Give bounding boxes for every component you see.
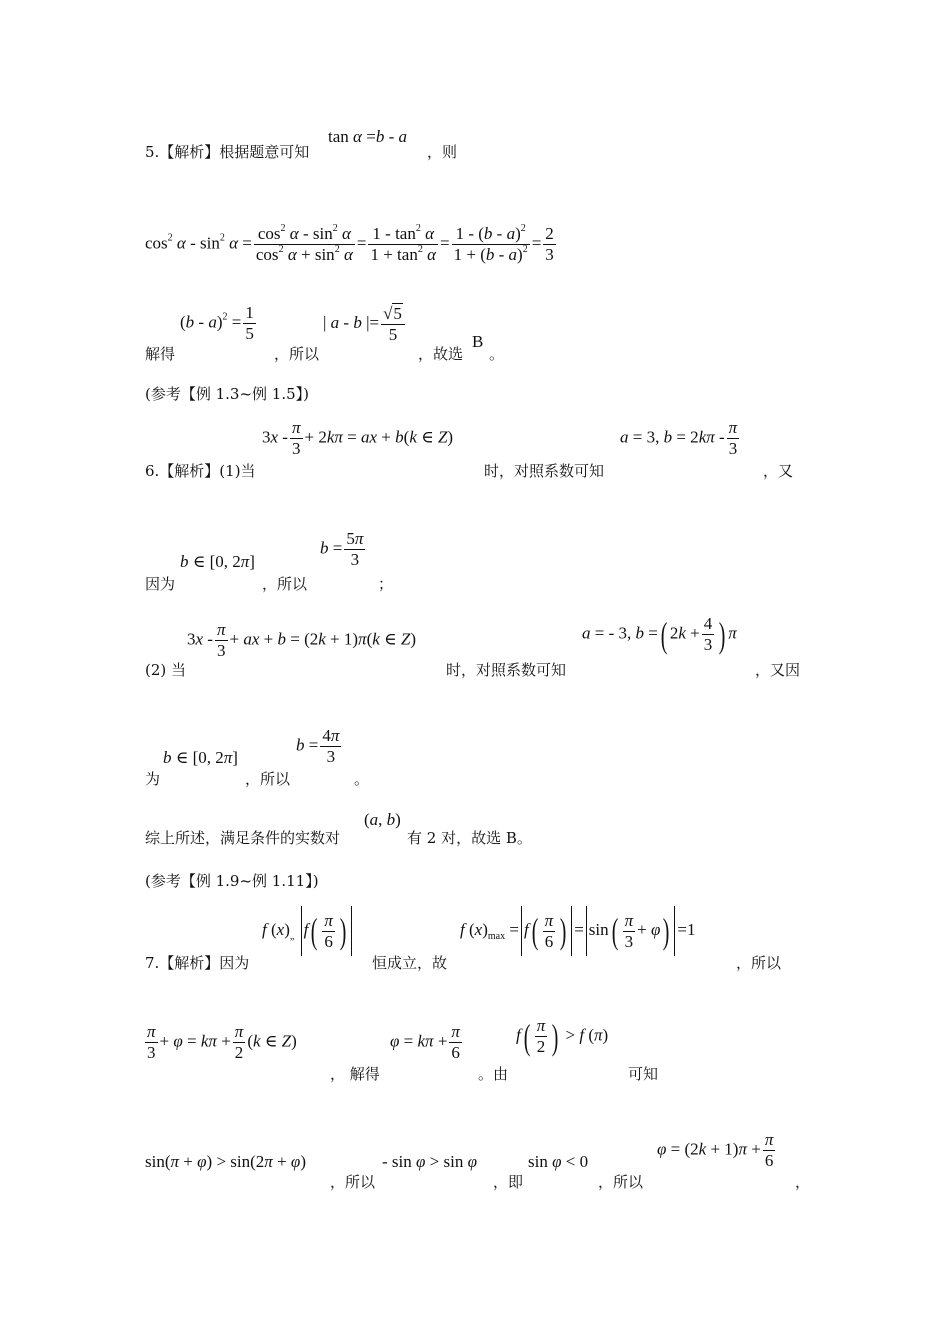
q5-choose-label: ，故选 bbox=[418, 345, 464, 363]
q6-so-2: ，所以 bbox=[245, 770, 291, 788]
q6-b-value-1: b = $\frac{5\pi}{3}$ bbox=[320, 529, 364, 569]
q7-inequality: f $(x)_„$ f( $\frac{\pi}{6}$ ) bbox=[262, 906, 354, 956]
q7-by: 。由 bbox=[478, 1065, 509, 1083]
q6-summary-tail: 有 2 对，故选 B。 bbox=[407, 829, 532, 847]
q6-b-range-2: b ∈ [0, 2π] bbox=[163, 748, 238, 767]
q7-comma: ， bbox=[795, 1173, 811, 1191]
q6-so-1: ，所以 bbox=[262, 575, 308, 593]
q5-tan-equation: tan α =b - a bbox=[328, 127, 407, 146]
q7-so-3: ，所以 bbox=[598, 1173, 644, 1191]
q7-so-2: ，所以 bbox=[330, 1173, 376, 1191]
q7-always-holds: 恒成立，故 bbox=[372, 954, 448, 972]
q5-reference: (参考【例 1.3~例 1.5】) bbox=[145, 385, 310, 403]
q6-b-value-2: b = $\frac{4\pi}{3}$ bbox=[296, 726, 340, 766]
q6-case2-again: ，又因 bbox=[755, 661, 801, 679]
q7-max-equation: f $(x)_{max} = f$( $\frac{\pi}{6}$ ) = sin( $\frac{\pi}{3}$ + φ) =1 bbox=[460, 906, 696, 956]
q7-intro: 7.【解析】因为 bbox=[145, 954, 250, 972]
q7-sin-negative: sin φ < 0 bbox=[528, 1152, 589, 1171]
q7-so-1: ，所以 bbox=[736, 954, 782, 972]
q7-sin-inequality: sin(π + φ) > sin(2π + φ) bbox=[145, 1152, 306, 1171]
q6-pair: (a, b) bbox=[364, 810, 401, 829]
q6-case1-again: ，又 bbox=[763, 462, 794, 480]
q6-case1-result: a = 3, b = 2kπ - $\frac{\pi}{3}$ bbox=[620, 418, 738, 458]
q7-phi-final: φ = (2k + 1)π + $\frac{\pi}{6}$ bbox=[657, 1130, 774, 1170]
q6-for: 为 bbox=[145, 770, 161, 788]
q5-intro: 5.【解析】根据题意可知 bbox=[145, 143, 310, 161]
q7-phi-solution: φ = kπ + $\frac{\pi}{6}$ bbox=[390, 1022, 460, 1062]
q6-intro: 6.【解析】(1)当 bbox=[145, 462, 256, 480]
q7-solve: ， 解得 bbox=[330, 1065, 380, 1083]
q6-case2-intro: (2) 当 bbox=[145, 661, 187, 679]
q6-period: 。 bbox=[354, 770, 370, 788]
q5-solve-label: 解得 bbox=[145, 345, 176, 363]
q6-case1-equation: 3x - $\frac{\pi}{3}$ + 2kπ = ax + b(k ∈ Z) bbox=[262, 418, 454, 458]
q5-main-equation: $\cos^2 \alpha - \sin^2 \alpha$ = $\frac{\cos^2 \alpha - \sin^2 \alpha}{\cos^2 \alpha + \sin^2 \alpha}$ = $\frac{1 - \tan^2 \alpha}{1 + \tan^2 \alpha}$ = $\frac{1 - (b - a)^2}{1 + (b - a)^2}$ = $\frac{2}{3}$ bbox=[145, 223, 554, 264]
q6-case2-result: a = - 3, b =( 2k + $\frac{4}{3}$ ) π bbox=[582, 614, 737, 655]
q6-semicolon: ； bbox=[378, 575, 394, 593]
q5-answer: B bbox=[472, 332, 484, 351]
q6-because: 因为 bbox=[145, 575, 176, 593]
q5-then: ，则 bbox=[427, 143, 458, 161]
q5-end: 。 bbox=[489, 345, 505, 363]
q7-phi-equation: $\frac{\pi}{3}$ + φ = kπ + $\frac{\pi}{2}$ (k ∈ Z) bbox=[147, 1022, 297, 1062]
q6-b-range-1: b ∈ [0, 2π] bbox=[180, 552, 255, 571]
q6-case2-compare: 时，对照系数可知 bbox=[446, 661, 567, 679]
q7-neg-sin: - sin φ > sin φ bbox=[382, 1152, 477, 1171]
q7-f-inequality: f( $\frac{\pi}{2}$ ) > f (π) bbox=[516, 1016, 609, 1057]
q6-case1-compare: 时，对照系数可知 bbox=[484, 462, 605, 480]
q5-so-label: ，所以 bbox=[274, 345, 320, 363]
q5-solve-equation: (b - a)$^2$ = $\frac{1}{5}$ bbox=[180, 303, 254, 343]
q6-summary: 综上所述，满足条件的实数对 bbox=[145, 829, 341, 847]
q5-abs-equation: | a - b |= $\frac{√5}{5}$ bbox=[323, 303, 407, 345]
q7-ie: ，即 bbox=[493, 1173, 524, 1191]
q6-reference: (参考【例 1.9~例 1.11】) bbox=[145, 872, 319, 890]
q6-case2-equation: 3x - $\frac{\pi}{3}$ + ax + b = (2k + 1)π(k ∈ Z) bbox=[187, 620, 417, 660]
q7-knowable: 可知 bbox=[628, 1065, 659, 1083]
